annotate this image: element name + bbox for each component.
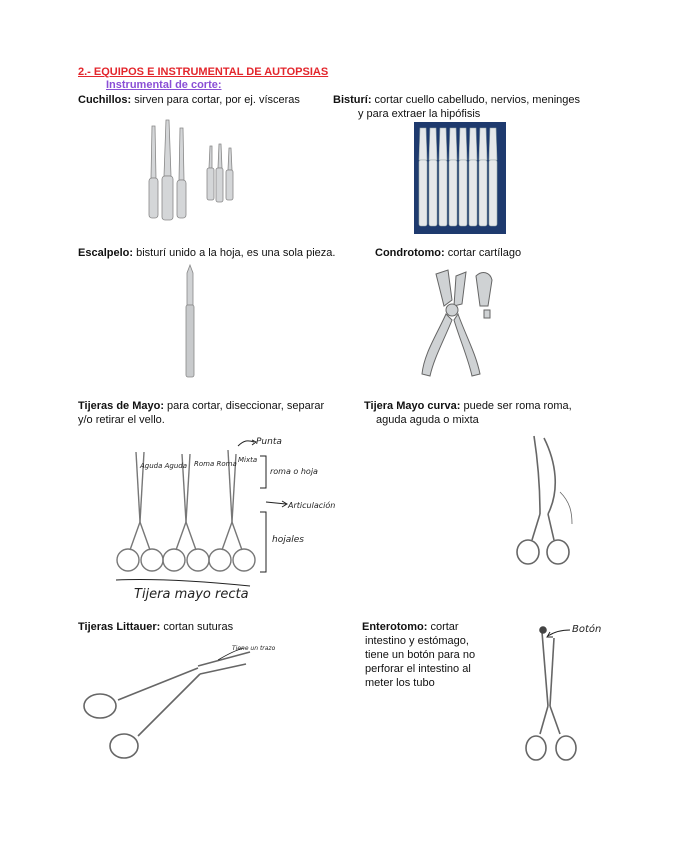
tijeras-littauer-desc: cortan suturas: [160, 621, 234, 633]
hw-tiene-un-trazo: Tiene un trazo: [232, 645, 276, 652]
hw-roma-roma: Roma Roma: [194, 460, 237, 468]
escalpelo-term: Escalpelo:: [78, 247, 134, 259]
bisturi-desc-2: y para extraer la hipófisis: [358, 108, 481, 120]
cuchillos-caption: [78, 94, 300, 107]
tijeras-mayo-image: [100, 432, 350, 607]
enterotomo-line-2: tiene un botón para no: [365, 649, 476, 661]
tijera-mayo-curva-caption: [364, 400, 572, 413]
enterotomo-line-1: intestino y estómago,: [365, 635, 469, 647]
tijeras-mayo-desc-2: y/o retirar el vello.: [78, 414, 165, 426]
tijeras-littauer-caption: [78, 621, 233, 634]
condrotomo-image: [418, 266, 500, 382]
tijera-mayo-curva-term: Tijera Mayo curva:: [364, 400, 461, 412]
enterotomo-image: [520, 616, 620, 766]
hw-articulacion: Articulación: [288, 501, 336, 510]
hw-punta: Punta: [256, 437, 282, 447]
tijeras-mayo-caption: [78, 400, 324, 413]
enterotomo-line-4: meter los tubo: [365, 677, 435, 689]
cuchillos-desc: sirven para cortar, por ej. vísceras: [131, 94, 300, 106]
tijera-mayo-curva-desc-2: aguda aguda o mixta: [376, 414, 479, 426]
enterotomo-term: Enterotomo:: [362, 621, 428, 633]
bisturi-caption: [333, 94, 580, 107]
hw-mixta: Mixta: [238, 456, 258, 464]
escalpelo-caption: [78, 247, 335, 260]
enterotomo-caption: [362, 621, 459, 634]
condrotomo-caption: [375, 247, 521, 260]
hw-aguda-aguda: Aguda Aguda: [140, 462, 188, 470]
bisturi-term: Bisturí:: [333, 94, 372, 106]
cuchillos-image: [140, 118, 250, 224]
tijeras-littauer-image: [78, 640, 276, 765]
bisturi-image: [414, 122, 506, 234]
tijeras-littauer-term: Tijeras Littauer:: [78, 621, 161, 633]
cuchillos-term: Cuchillos:: [78, 94, 132, 106]
hw-roma-o-hoja: roma o hoja: [270, 467, 318, 476]
hw-hojales: hojales: [272, 535, 304, 545]
hw-tijera-mayo-recta: Tijera mayo recta: [134, 587, 249, 602]
condrotomo-desc: cortar cartílago: [444, 247, 522, 259]
condrotomo-term: Condrotomo:: [375, 247, 445, 259]
tijeras-mayo-term: Tijeras de Mayo:: [78, 400, 164, 412]
escalpelo-desc: bisturí unido a la hoja, es una sola pieza.: [133, 247, 336, 259]
tijera-mayo-curva-desc: puede ser roma roma,: [460, 400, 572, 412]
subsection-title: Instrumental de corte:: [106, 79, 222, 91]
tijeras-mayo-desc: para cortar, diseccionar, separar: [164, 400, 325, 412]
section-title: 2.- EQUIPOS E INSTRUMENTAL DE AUTOPSIAS: [78, 66, 329, 78]
bisturi-desc: cortar cuello cabelludo, nervios, meninges: [371, 94, 581, 106]
escalpelo-image: [180, 265, 200, 380]
enterotomo-desc: cortar: [427, 621, 459, 633]
tijera-mayo-curva-image: [510, 432, 580, 572]
enterotomo-line-3: perforar el intestino al: [365, 663, 471, 675]
hw-boton: Botón: [572, 624, 602, 635]
